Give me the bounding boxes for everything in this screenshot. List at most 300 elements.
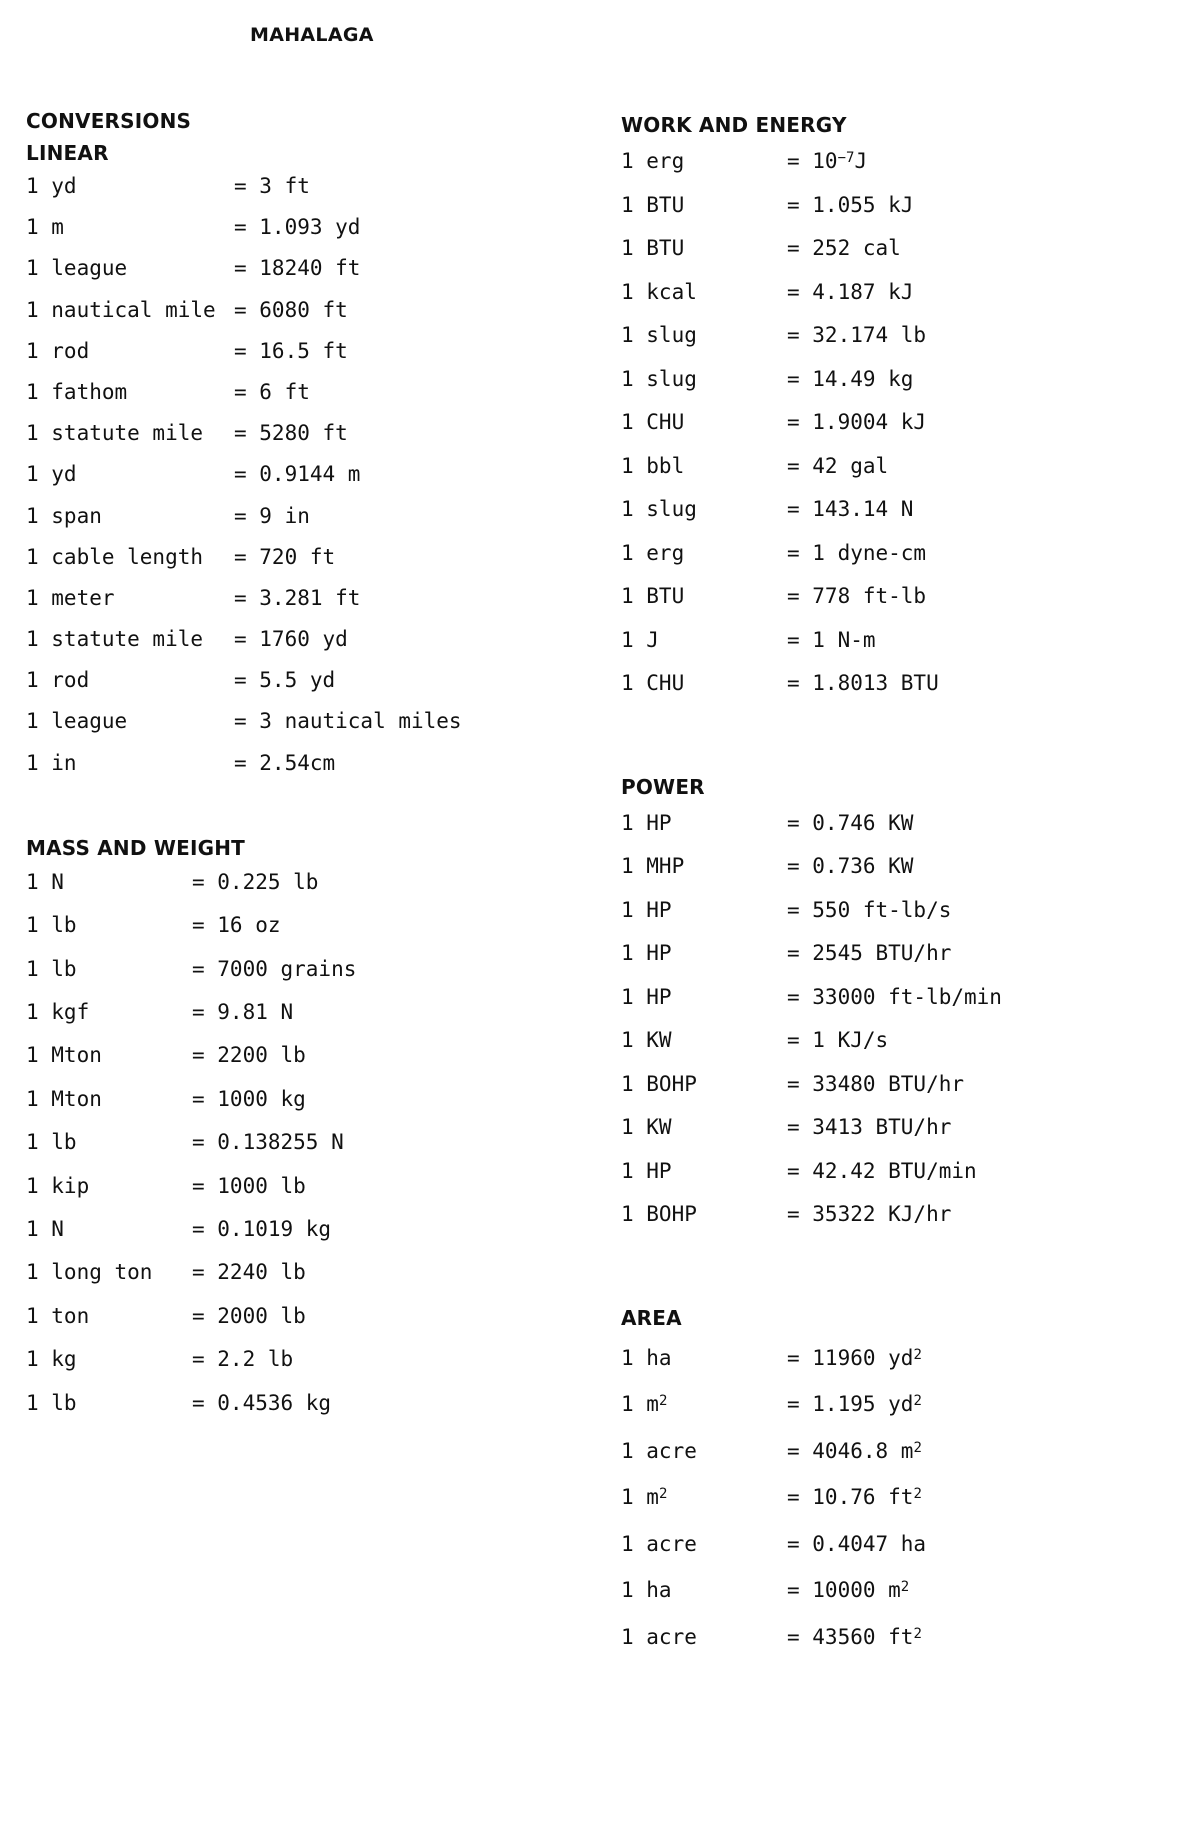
value-text: = 1760 yd — [234, 627, 348, 652]
unit-value — [234, 545, 335, 586]
mass-row — [26, 1087, 586, 1130]
value-text: = 9 in — [234, 503, 310, 528]
unit-value — [787, 367, 913, 411]
unit-value — [234, 174, 310, 215]
unit-label — [621, 1202, 787, 1246]
mass-and-weight-section — [26, 830, 586, 1434]
unit-text: 1 slug — [621, 323, 697, 347]
unit-text: 1 span — [26, 503, 102, 528]
area-section — [621, 1300, 1181, 1672]
value-text: = 143.14 N — [787, 497, 914, 521]
value-text: = 32.174 lb — [787, 323, 927, 347]
unit-label — [621, 454, 787, 498]
value-text: = 1000 kg — [192, 1086, 306, 1111]
unit-text: 1 nautical mile — [26, 297, 216, 322]
mass-row — [26, 1260, 586, 1303]
value-text: = 3 ft — [234, 174, 310, 198]
linear-row — [26, 215, 586, 256]
mass-row — [26, 1000, 586, 1043]
power-row — [621, 898, 1181, 942]
unit-label — [26, 421, 234, 462]
unit-label — [26, 1217, 192, 1260]
unit-label — [26, 256, 234, 297]
unit-value — [787, 1115, 951, 1159]
value-text: = 42 gal — [787, 453, 889, 478]
unit-value — [787, 149, 867, 193]
work-row — [621, 367, 1181, 411]
unit-value — [234, 339, 348, 380]
value-text: = 1.8013 BTU — [787, 671, 939, 695]
unit-text: 1 CHU — [621, 410, 685, 434]
work-row — [621, 280, 1181, 324]
work-and-energy-heading: WORK AND ENERGY — [621, 113, 847, 137]
power-row — [621, 985, 1181, 1029]
value-text: = 1000 lb — [192, 1173, 306, 1198]
unit-text: 1 lb — [26, 1390, 77, 1415]
value-text: = 1.195 yd — [787, 1392, 914, 1416]
unit-value — [192, 1347, 293, 1390]
unit-value — [234, 668, 335, 709]
unit-value — [787, 1346, 922, 1393]
value-text: = 0.4047 ha — [787, 1531, 927, 1556]
exponent: −7 — [837, 150, 855, 166]
linear-row — [26, 298, 586, 339]
linear-row — [26, 709, 586, 750]
unit-value — [234, 380, 310, 421]
value-text: = 0.1019 kg — [192, 1216, 332, 1241]
unit-label — [26, 870, 192, 913]
unit-text: 1 Mton — [26, 1086, 102, 1111]
unit-label — [26, 751, 234, 792]
unit-text: 1 kg — [26, 1347, 77, 1372]
work-row — [621, 149, 1181, 193]
value-text: = 2240 lb — [192, 1260, 306, 1285]
unit-value — [192, 1391, 331, 1434]
exponent: 2 — [913, 1625, 922, 1642]
area-row — [621, 1439, 1181, 1486]
power-row — [621, 811, 1181, 855]
unit-label — [621, 410, 787, 454]
unit-value — [192, 1130, 344, 1173]
unit-text: 1 acre — [621, 1438, 697, 1463]
value-text: = 3 nautical miles — [234, 709, 462, 734]
left-column — [26, 104, 586, 1434]
unit-value — [192, 1043, 306, 1086]
area-heading: AREA — [621, 1305, 682, 1330]
unit-label — [26, 339, 234, 380]
unit-label — [26, 298, 234, 339]
value-text: = 2.2 lb — [192, 1347, 294, 1372]
unit-text: 1 yd — [26, 462, 77, 487]
unit-text: 1 HP — [621, 897, 672, 922]
linear-row — [26, 627, 586, 668]
unit-label — [26, 627, 234, 668]
unit-label — [621, 1392, 787, 1439]
linear-row — [26, 462, 586, 503]
unit-text: 1 acre — [621, 1624, 697, 1649]
unit-label — [26, 1391, 192, 1434]
exponent: 2 — [913, 1393, 922, 1409]
value-text: = 1.055 kJ — [787, 192, 914, 217]
exponent: 2 — [913, 1346, 922, 1363]
unit-label — [621, 671, 787, 715]
unit-label — [621, 1115, 787, 1159]
linear-row — [26, 504, 586, 545]
value-text: = 10000 m — [787, 1578, 901, 1602]
unit-label — [621, 1346, 787, 1393]
unit-label — [26, 1000, 192, 1043]
value-text: = 3.281 ft — [234, 585, 361, 610]
unit-text: 1 N — [26, 869, 64, 894]
unit-text: 1 m — [621, 1392, 659, 1416]
work-and-energy-section — [621, 107, 1181, 715]
exponent: 2 — [900, 1579, 910, 1595]
unit-text: 1 J — [621, 627, 659, 652]
unit-label — [26, 174, 234, 215]
unit-value — [787, 1485, 922, 1532]
unit-value — [234, 421, 348, 462]
unit-label — [621, 1625, 787, 1672]
value-text: = 7000 grains — [192, 956, 357, 981]
linear-row — [26, 668, 586, 709]
value-text: = 2.54cm — [234, 750, 336, 775]
unit-text: 1 m — [621, 1485, 659, 1509]
unit-label — [26, 1347, 192, 1390]
unit-value — [787, 454, 888, 498]
unit-text: 1 acre — [621, 1531, 697, 1556]
area-row — [621, 1532, 1181, 1579]
unit-text: 1 rod — [26, 338, 90, 363]
work-row — [621, 628, 1181, 672]
value-text: = 16.5 ft — [234, 338, 348, 363]
power-row — [621, 941, 1181, 985]
value-text: = 2200 lb — [192, 1043, 306, 1068]
mass-row — [26, 870, 586, 913]
unit-text: 1 rod — [26, 668, 90, 693]
unit-text: 1 fathom — [26, 379, 128, 404]
unit-label — [26, 545, 234, 586]
unit-label — [621, 541, 787, 585]
unit-label — [26, 913, 192, 956]
value-text: = 1 KJ/s — [787, 1028, 889, 1052]
exponent: 2 — [913, 1439, 922, 1456]
unit-label — [26, 1304, 192, 1347]
value-text: = 720 ft — [234, 544, 336, 569]
unit-value — [787, 410, 926, 454]
unit-value — [192, 957, 356, 1000]
unit-value — [787, 1578, 909, 1625]
work-row — [621, 497, 1181, 541]
unit-value — [787, 280, 913, 324]
value-text: = 0.736 KW — [787, 854, 914, 878]
value-text: = 0.9144 m — [234, 462, 361, 487]
unit-value — [787, 497, 913, 541]
unit-value — [192, 1087, 306, 1130]
mass-row — [26, 1217, 586, 1260]
unit-text: 1 kcal — [621, 279, 697, 304]
mass-and-weight-heading: MASS AND WEIGHT — [26, 835, 245, 860]
unit-text: 1 m — [26, 215, 64, 240]
unit-label — [26, 586, 234, 627]
unit-value — [234, 215, 360, 256]
value-text: = 1.093 yd — [234, 215, 361, 240]
linear-row — [26, 380, 586, 421]
linear-row — [26, 174, 586, 215]
unit-text: 1 lb — [26, 1130, 77, 1155]
unit-label — [621, 1028, 787, 1072]
value-text: = 778 ft-lb — [787, 584, 927, 608]
unit-text: 1 BTU — [621, 236, 685, 260]
unit-label — [26, 1130, 192, 1173]
unit-value — [787, 584, 926, 628]
value-text: = 1 dyne-cm — [787, 540, 927, 565]
unit-label — [621, 854, 787, 898]
value-text: = 11960 yd — [787, 1345, 914, 1370]
value-text: = 0.4536 kg — [192, 1390, 332, 1415]
value-text: = 42.42 BTU/min — [787, 1158, 977, 1183]
unit-label — [621, 1072, 787, 1116]
unit-label — [26, 957, 192, 1000]
unit-text: 1 KW — [621, 1028, 672, 1052]
unit-value — [787, 541, 926, 585]
unit-value — [787, 1028, 888, 1072]
unit-value — [192, 1304, 306, 1347]
unit-text: 1 kgf — [26, 999, 90, 1024]
exponent: 2 — [913, 1486, 922, 1502]
work-row — [621, 236, 1181, 280]
right-column — [621, 107, 1181, 1671]
value-text: = 1 N-m — [787, 627, 876, 652]
unit-label — [621, 811, 787, 855]
value-text: = 1.9004 kJ — [787, 410, 927, 434]
unit-label — [621, 1439, 787, 1486]
value-text: = 9.81 N — [192, 999, 294, 1024]
unit-text: 1 ha — [621, 1345, 672, 1370]
work-row — [621, 193, 1181, 237]
unit-text: 1 KW — [621, 1115, 672, 1139]
power-row — [621, 1202, 1181, 1246]
unit-label — [26, 1043, 192, 1086]
unit-value — [787, 671, 939, 715]
unit-text: 1 Mton — [26, 1043, 102, 1068]
value-text: = 0.225 lb — [192, 869, 319, 894]
work-row — [621, 584, 1181, 628]
unit-label — [621, 236, 787, 280]
unit-label — [621, 628, 787, 672]
value-text: = 2545 BTU/hr — [787, 941, 952, 965]
unit-value — [787, 854, 913, 898]
unit-label — [26, 1087, 192, 1130]
unit-label — [26, 380, 234, 421]
unit-label — [26, 1260, 192, 1303]
unit-text: 1 statute mile — [26, 421, 204, 446]
mass-row — [26, 1130, 586, 1173]
unit-value — [787, 1392, 922, 1439]
linear-row — [26, 339, 586, 380]
linear-section — [26, 138, 586, 792]
work-row — [621, 671, 1181, 715]
unit-label — [621, 280, 787, 324]
unit-text: 1 bbl — [621, 453, 685, 478]
unit-text: 1 BTU — [621, 192, 685, 217]
value-text: = 0.746 KW — [787, 810, 914, 835]
unit-value — [787, 985, 1002, 1029]
unit-label — [621, 367, 787, 411]
value-text: = 4046.8 m — [787, 1438, 914, 1463]
value-prefix: = 10 — [787, 149, 838, 173]
linear-row — [26, 586, 586, 627]
conversions-heading: CONVERSIONS — [26, 109, 192, 133]
unit-value — [787, 236, 901, 280]
mass-row — [26, 1174, 586, 1217]
unit-label — [621, 497, 787, 541]
unit-text: 1 ton — [26, 1303, 90, 1328]
power-row — [621, 854, 1181, 898]
area-row — [621, 1485, 1181, 1532]
unit-text: 1 lb — [26, 913, 77, 938]
unit-label — [621, 323, 787, 367]
value-text: = 4.187 kJ — [787, 279, 914, 304]
unit-value — [787, 1532, 926, 1579]
unit-text: 1 long ton — [26, 1260, 153, 1285]
value-text: = 18240 ft — [234, 256, 361, 281]
value-text: = 6080 ft — [234, 297, 348, 322]
area-row — [621, 1346, 1181, 1393]
value-text: = 33000 ft-lb/min — [787, 984, 1002, 1009]
value-text: = 5.5 yd — [234, 668, 336, 693]
unit-value — [234, 627, 348, 668]
value-text: = 5280 ft — [234, 421, 348, 446]
unit-label: 1 erg — [621, 149, 685, 173]
value-text: = 14.49 kg — [787, 366, 914, 391]
unit-text: 1 HP — [621, 941, 672, 965]
value-text: = 550 ft-lb/s — [787, 897, 952, 922]
area-row — [621, 1625, 1181, 1672]
unit-value — [234, 751, 335, 792]
power-row — [621, 1028, 1181, 1072]
unit-text: 1 kip — [26, 1173, 90, 1198]
power-heading: POWER — [621, 774, 705, 799]
unit-value — [787, 1072, 964, 1116]
unit-value — [234, 504, 310, 545]
unit-label — [621, 898, 787, 942]
value-text: = 10.76 ft — [787, 1485, 914, 1509]
unit-text: 1 lb — [26, 956, 77, 981]
unit-text: 1 league — [26, 256, 128, 281]
unit-text: 1 ha — [621, 1578, 672, 1602]
exponent: 2 — [658, 1393, 668, 1409]
value-text: = 43560 ft — [787, 1624, 914, 1649]
unit-text: 1 BTU — [621, 584, 685, 608]
power-row — [621, 1072, 1181, 1116]
linear-row — [26, 545, 586, 586]
unit-value — [234, 709, 462, 750]
unit-value — [192, 1174, 306, 1217]
work-row — [621, 541, 1181, 585]
unit-label — [26, 709, 234, 750]
unit-value — [234, 298, 348, 339]
linear-heading: LINEAR — [26, 141, 109, 165]
unit-label — [621, 193, 787, 237]
unit-text: 1 slug — [621, 366, 697, 391]
value-text: = 3413 BTU/hr — [787, 1115, 952, 1139]
value-suffix: J — [854, 149, 868, 173]
linear-row — [26, 421, 586, 462]
unit-label — [621, 1159, 787, 1203]
value-text: = 35322 KJ/hr — [787, 1202, 952, 1226]
unit-value — [234, 586, 360, 627]
unit-text: 1 erg — [621, 540, 685, 565]
power-row — [621, 1115, 1181, 1159]
unit-value — [192, 913, 281, 956]
mass-row — [26, 1347, 586, 1390]
unit-text: 1 BOHP — [621, 1071, 697, 1096]
unit-label — [621, 985, 787, 1029]
unit-value — [192, 1000, 293, 1043]
unit-label — [26, 462, 234, 503]
work-row — [621, 410, 1181, 454]
unit-value — [192, 1217, 331, 1260]
page-title: MAHALAGA — [250, 24, 374, 46]
unit-text: 1 N — [26, 1216, 64, 1241]
unit-text: 1 in — [26, 750, 77, 775]
unit-value — [234, 462, 360, 503]
mass-row — [26, 913, 586, 956]
unit-label — [26, 215, 234, 256]
unit-text: 1 statute mile — [26, 627, 204, 652]
unit-text: 1 HP — [621, 810, 672, 835]
unit-label — [621, 1532, 787, 1579]
value-text: = 252 cal — [787, 236, 901, 260]
unit-value — [787, 193, 913, 237]
unit-value — [787, 811, 913, 855]
unit-value — [787, 628, 876, 672]
work-row — [621, 454, 1181, 498]
linear-row — [26, 256, 586, 297]
unit-text: 1 league — [26, 709, 128, 734]
unit-label — [621, 1578, 787, 1625]
unit-value — [787, 898, 951, 942]
unit-value — [787, 1159, 977, 1203]
value-text: = 6 ft — [234, 379, 310, 404]
unit-text: 1 cable length — [26, 544, 204, 569]
unit-text: 1 MHP — [621, 854, 685, 878]
power-row — [621, 1159, 1181, 1203]
unit-value — [787, 1202, 951, 1246]
mass-row — [26, 1043, 586, 1086]
unit-label — [26, 1174, 192, 1217]
mass-row — [26, 1391, 586, 1434]
unit-value — [787, 1625, 922, 1672]
unit-text: 1 HP — [621, 984, 672, 1009]
unit-value — [192, 1260, 306, 1303]
unit-label — [621, 1485, 787, 1532]
unit-label — [621, 584, 787, 628]
unit-value — [234, 256, 360, 297]
unit-label — [621, 941, 787, 985]
value-text: = 0.138255 N — [192, 1130, 344, 1155]
unit-value — [787, 1439, 922, 1486]
value-text: = 2000 lb — [192, 1303, 306, 1328]
area-row — [621, 1578, 1181, 1625]
unit-label — [26, 668, 234, 709]
unit-text: 1 meter — [26, 585, 115, 610]
value-text: = 33480 BTU/hr — [787, 1071, 965, 1096]
unit-text: 1 BOHP — [621, 1202, 697, 1226]
unit-text: 1 yd — [26, 174, 77, 198]
mass-row — [26, 1304, 586, 1347]
value-text: = 16 oz — [192, 913, 281, 938]
